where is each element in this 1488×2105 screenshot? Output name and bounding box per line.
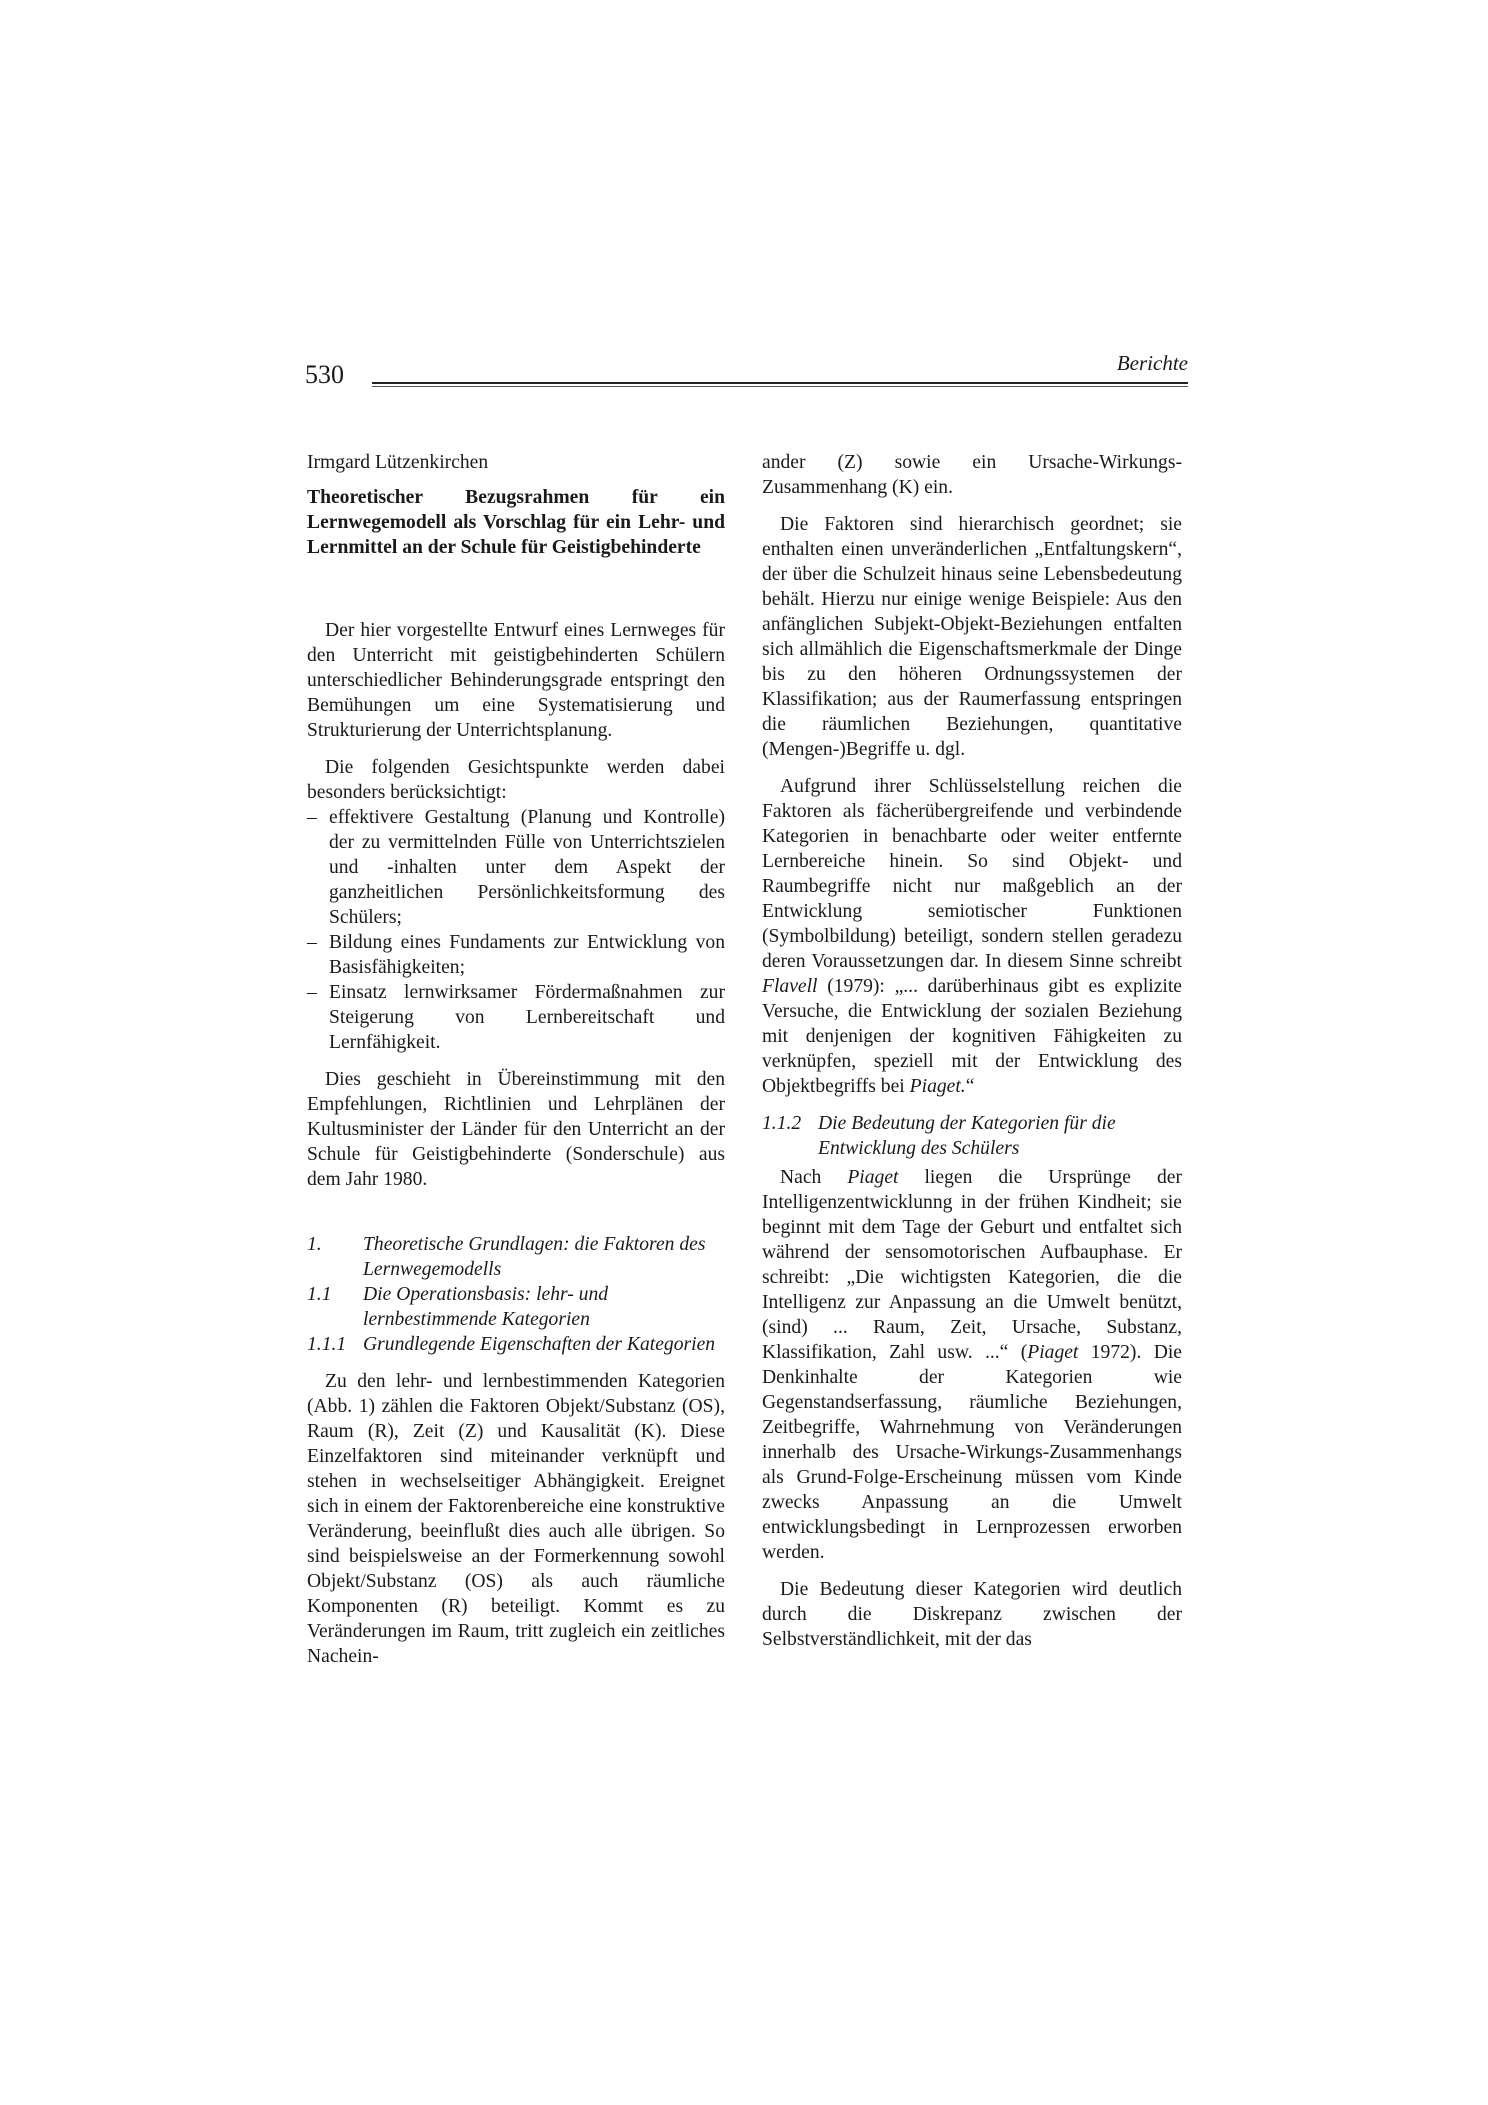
heading-number: 1.1 (307, 1284, 332, 1305)
article-title: Theoretischer Bezugsrahmen für ein Lernwegemodell als Vorschlag für ein Lehr- und Lernmittel an der Schule für Geistigbehinderte (307, 487, 725, 558)
heading-text: Die Bedeutung der Kategorien für die Entwicklung des Schülers (818, 1113, 1116, 1159)
author-name: Irmgard Lützenkirchen (307, 452, 489, 473)
subsection-heading (762, 1111, 1182, 1161)
text-run: “ (965, 1076, 975, 1097)
heading-text: Theoretische Grundlagen: die Faktoren des Lernwegemodells (363, 1234, 706, 1280)
heading-text: Die Operationsbasis: lehr- und lernbestimmende Kategorien (363, 1284, 609, 1330)
author-citation: Flavell (762, 976, 818, 997)
bullet-list (307, 805, 725, 1055)
heading-row (307, 1232, 725, 1282)
list-item: – Bildung eines Fundaments zur Entwicklung von Basisfähigkeiten; (307, 930, 725, 980)
heading-row (307, 1282, 725, 1332)
text-run: Aufgrund ihrer Schlüsselstellung reichen die Faktoren als fächerübergreifende und verbindende Kategorien in benachbarte oder weiter entfernte Lernbereiche hinein. So sind Objekt- und Raumbegriffe nicht nur maßgeblich an der Entwicklung semiotischer Funktionen (Symbolbildung) beteiligt, sondern stellen geradezu deren Voraussetzungen dar. In diesem Sinne schreibt (762, 776, 1182, 972)
body-paragraph: Die Faktoren sind hierarchisch geordnet; sie enthalten einen unveränderlichen „Entfaltungskern“, der über die Schulzeit hinaus seine Lebensbedeutung behält. Hierzu nur einige wenige Beispiele: Aus den anfänglichen Subjekt-Objekt-Beziehungen entfalten sich allmählich die Eigenschaftsmerkmale der Dinge bis zu den höheren Ordnungssystemen der Klassifikation; aus der Raumerfassung entspringen die räumlichen Beziehungen, quantitative (Mengen-)Begriffe u. dgl. (762, 514, 1182, 760)
abstract-paragraph: Dies geschieht in Übereinstimmung mit den Empfehlungen, Richtlinien und Lehrplänen der Kultusminister der Länder für den Unterricht an der Schule für Geistigbehinderte (Sonderschule) aus dem Jahr 1980. (307, 1069, 725, 1190)
heading-number: 1.1.2 (762, 1113, 802, 1134)
text-run: (1979): „... darüberhinaus gibt es explizite Versuche, die Entwicklung der sozialen Beziehung mit denjenigen der kognitiven Fähigkeiten zu verknüpfen, speziell mit der Entwicklung des Objektbegriffs bei (762, 976, 1182, 1097)
text-run: 1972). Die Denkinhalte der Kategorien wie Gegenstandserfassung, räumliche Beziehungen, Zeitbegriffe, Wahrnehmung von Veränderungen innerhalb des Ursache-Wirkungs-Zusammenhangs als Grund-Folge-Erscheinung müssen vom Kinde zwecks Anpassung an die Umwelt entwicklungsbedingt in Lernprozessen erworben werden. (762, 1342, 1182, 1563)
abstract-paragraph: Die folgenden Gesichtspunkte werden dabei besonders berücksichtigt: (307, 757, 725, 803)
author-citation: Piaget. (909, 1076, 966, 1097)
body-paragraph: Zu den lehr- und lernbestimmenden Kategorien (Abb. 1) zählen die Faktoren Objekt/Substanz (OS), Raum (R), Zeit (Z) und Kausalität (K). Diese Einzelfaktoren sind miteinander verknüpft und stehen in wechselseitiger Abhängigkeit. Ereignet sich in einem der Faktorenbereiche eine konstruktive Veränderung, beeinflußt dies auch alle übrigen. So sind beispielsweise an der Formerkennung sowohl Objekt/Substanz (OS) als auch räumliche Komponenten (R) beteiligt. Kommt es zu Veränderungen im Raum, tritt zugleich ein zeitliches Nachein- (307, 1371, 725, 1667)
section-label: Berichte (1116, 351, 1188, 375)
abstract-paragraph: Der hier vorgestellte Entwurf eines Lernweges für den Unterricht mit geistigbehinderten Schülern unterschiedlicher Behinderungsgrade entspringt den Bemühungen um eine Systematisierung und Strukturierung der Unterrichtsplanung. (307, 620, 725, 741)
author-citation: Piaget (1027, 1342, 1079, 1363)
abstract (307, 618, 725, 1192)
page-number: 530 (305, 360, 344, 389)
section-headings (307, 1232, 725, 1357)
body-paragraph (762, 1165, 1182, 1565)
body-paragraph: ander (Z) sowie ein Ursache-Wirkungs-Zusammenhang (K) ein. (762, 452, 1182, 498)
heading-text: Grundlegende Eigenschaften der Kategorien (363, 1334, 716, 1355)
text-run: liegen die Ursprünge der Intelligenzentwicklunng in der frühen Kindheit; sie beginnt mit dem Tage der Geburt und entfaltet sich während der sensomotorischen Aufbauphase. Er schreibt: „Die wichtigsten Kategorien, die die Intelligenz zur Anpassung an die Umwelt benützt, (sind) ... Raum, Zeit, Ursache, Substanz, Klassifikation, Zahl usw. ...“ ( (762, 1167, 1182, 1363)
heading-number: 1.1.1 (307, 1334, 347, 1355)
author-citation: Piaget (847, 1167, 899, 1188)
list-item: – Einsatz lernwirksamer Fördermaßnahmen zur Steigerung von Lernbereitschaft und Lernfähigkeit. (307, 980, 725, 1055)
left-column (307, 450, 725, 1681)
body-paragraph (762, 774, 1182, 1099)
heading-row (307, 1332, 725, 1357)
body-paragraph: Die Bedeutung dieser Kategorien wird deutlich durch die Diskrepanz zwischen der Selbstverständlichkeit, mit der das (762, 1579, 1182, 1650)
text-run: Nach (780, 1167, 848, 1188)
header-rule (372, 382, 1188, 387)
right-column (762, 450, 1182, 1664)
list-item: – effektivere Gestaltung (Planung und Kontrolle) der zu vermittelnden Fülle von Unterrichtszielen und -inhalten unter dem Aspekt der ganzheitlichen Persönlichkeitsformung des Schülers; (307, 805, 725, 930)
heading-number: 1. (307, 1234, 322, 1255)
